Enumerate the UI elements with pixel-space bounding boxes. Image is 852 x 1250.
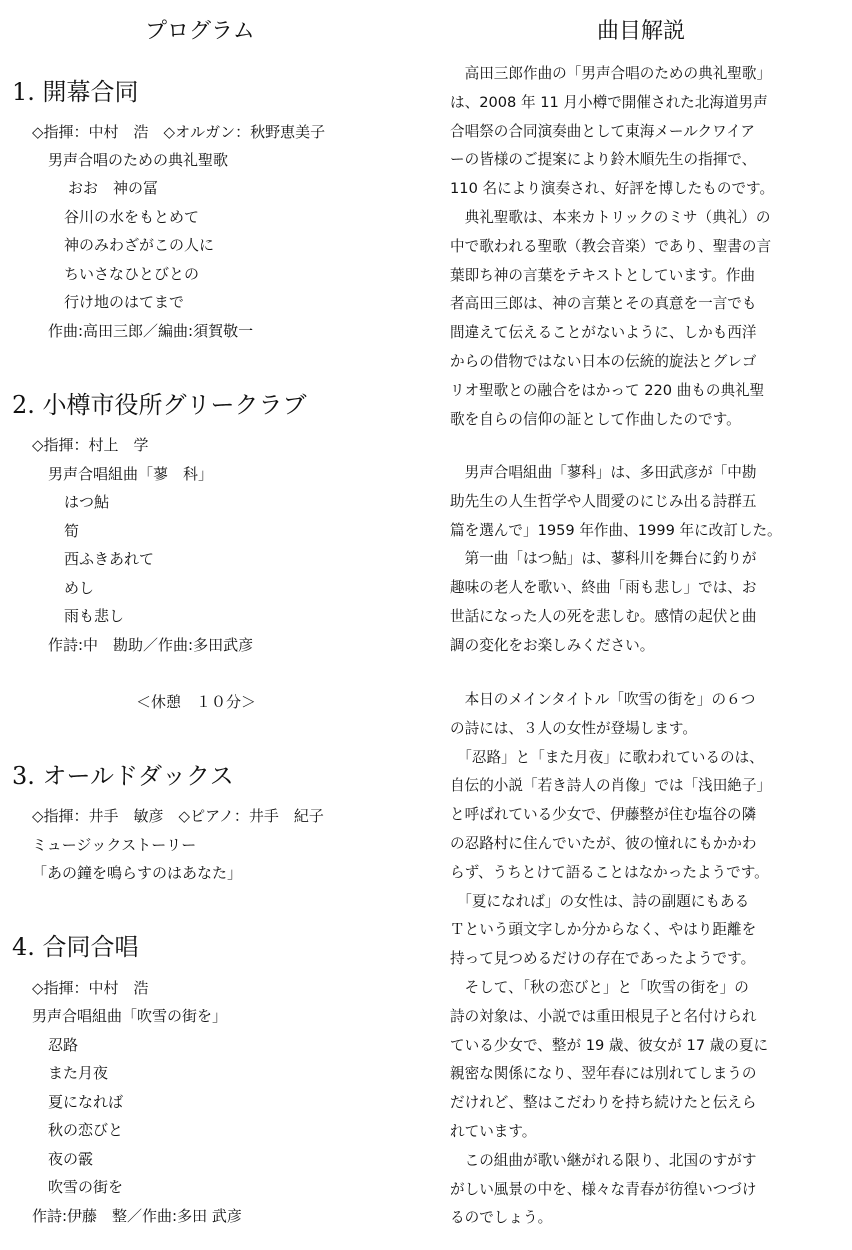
section-2-work-title: 男声合唱組曲「蓼 科」 <box>48 465 214 483</box>
section-3-piece: 「あの鐘を鳴らすのはあなた」 <box>32 864 243 882</box>
note-line: 親密な関係になり、翌年春には別れてしまうの <box>450 1065 757 1083</box>
section-1-piece: おお 神の冨 <box>68 179 159 197</box>
note-line: 葉即ち神の言葉をテキストとしています。作曲 <box>450 266 756 284</box>
note-line: 自伝的小説「若き詩人の肖像」では「浅田絶子」 <box>450 777 772 795</box>
section-1-piece: 神のみわざがこの人に <box>64 236 215 254</box>
section-1-credits: 作曲:高田三郎／編曲:須賀敬一 <box>48 322 254 340</box>
note-line: 「夏になれば」の女性は、詩の副題にもある <box>450 892 750 910</box>
section-4-piece: 吹雪の街を <box>48 1178 124 1196</box>
section-2-title: 2. 小樽市役所グリークラブ <box>12 391 307 419</box>
note-line: 合唱祭の合同演奏曲として東海メールクワイア <box>450 122 756 140</box>
section-1-piece: 谷川の水をもとめて <box>64 208 200 226</box>
note-line: れています。 <box>450 1122 537 1140</box>
program-heading: プログラム <box>145 19 255 44</box>
note-line: と呼ばれている少女で、伊藤整が住む塩谷の隣 <box>450 806 757 824</box>
intermission-notice: ＜休憩 １０分＞ <box>136 693 257 711</box>
note-paragraph-seika <box>450 60 840 434</box>
note-line: 第一曲「はつ鮎」は、蓼科川を舞台に釣りが <box>450 550 757 568</box>
note-line: だけれど、整はこだわりを持ち続けたと伝えら <box>450 1094 757 1112</box>
section-1-piece: ちいさなひとびとの <box>64 265 200 283</box>
section-4-piece: 夜の霰 <box>48 1150 94 1168</box>
note-line: ている少女で、整が 19 歳、彼女が 17 歳の夏に <box>450 1036 769 1054</box>
section-1-work-title: 男声合唱のための典礼聖歌 <box>48 151 229 169</box>
note-line: 中で歌われる聖歌（教会音楽）であり、聖書の言 <box>450 237 772 255</box>
note-line: 高田三郎作曲の「男声合唱のための典礼聖歌」 <box>450 65 772 82</box>
section-1-piece: 行け地のはてまで <box>64 293 185 311</box>
note-line: 趣味の老人を歌い、終曲「雨も悲し」では、お <box>450 579 757 597</box>
section-4-work-title: 男声合唱組曲「吹雪の街を」 <box>32 1007 228 1025</box>
section-4-credits: 作詩:伊藤 整／作曲:多田 武彦 <box>32 1207 242 1225</box>
section-3-work-title: ミュージックストーリー <box>32 836 197 854</box>
section-4-piece: 秋の恋びと <box>48 1121 124 1139</box>
section-2-piece: 筍 <box>64 522 80 540</box>
note-line: この組曲が歌い継がれる限り、北国のすがす <box>450 1151 757 1169</box>
note-line: 者高田三郎は、神の言葉とその真意を一言でも <box>450 295 757 313</box>
note-line: 間違えて伝えることがないように、しかも西洋 <box>450 324 757 342</box>
section-3-title: 3. オールドダックス <box>12 762 234 790</box>
note-line: 詩の対象は、小説では重田根見子と名付けられ <box>450 1007 757 1025</box>
note-line: 男声合唱組曲「蓼科」は、多田武彦が「中勘 <box>450 464 757 481</box>
section-2-credits: 作詩:中 勘助／作曲:多田武彦 <box>48 636 254 654</box>
section-2-piece: はつ鮎 <box>64 493 110 511</box>
note-line: がしい風景の中を、様々な青春が彷徨いつづけ <box>450 1180 757 1198</box>
section-2-piece: 雨も悲し <box>64 607 125 625</box>
note-paragraph-tateshina <box>450 459 840 661</box>
notes-heading: 曲目解説 <box>597 19 686 44</box>
note-line: 典礼聖歌は、本来カトリックのミサ（典礼）の <box>450 208 771 226</box>
section-4-piece: また月夜 <box>48 1064 109 1082</box>
section-4-conductor: ◇指揮：中村 浩 <box>32 979 149 997</box>
note-line: 歌を自らの信仰の証として作曲したのです。 <box>450 410 741 428</box>
section-2-piece: めし <box>64 579 95 597</box>
note-line: 110 名により演奏され、好評を博したものです。 <box>450 180 775 198</box>
note-paragraph-fubuki <box>450 686 840 1233</box>
note-line: からの借物ではない日本の伝統的旋法とグレゴ <box>450 352 757 370</box>
section-2-conductor: ◇指揮：村上 学 <box>32 436 149 454</box>
section-1-title: 1. 開幕合同 <box>12 78 139 106</box>
note-line: 助先生の人生哲学や人間愛のにじみ出る詩群五 <box>450 492 757 510</box>
note-line: そして、「秋の恋びと」と「吹雪の街を」の <box>450 978 749 996</box>
section-1-conductor: ◇指揮：中村 浩 ◇オルガン：秋野恵美子 <box>32 123 326 141</box>
note-line: Ｔという頭文字しか分からなく、やはり距離を <box>450 921 757 939</box>
note-line: の詩には、３人の女性が登場します。 <box>450 719 697 737</box>
note-line: の忍路村に住んでいたが、彼の憧れにもかかわ <box>450 834 757 852</box>
note-line: らず、うちとけて語ることはなかったようです。 <box>450 863 769 881</box>
note-line: ーの皆様のご提案により鈴木順先生の指揮で、 <box>450 151 757 169</box>
section-4-piece: 忍路 <box>48 1036 79 1054</box>
note-line: は、2008 年 11 月小樽で開催された北海道男声 <box>450 93 768 111</box>
note-line: るのでしょう。 <box>450 1209 553 1227</box>
section-4-title: 4. 合同合唱 <box>12 933 139 961</box>
note-line: 本日のメインタイトル「吹雪の街を」の６つ <box>450 691 756 708</box>
section-4-piece: 夏になれば <box>48 1093 124 1111</box>
note-line: 世話になった人の死を悲しむ。感情の起伏と曲 <box>450 607 757 625</box>
note-line: 調の変化をお楽しみください。 <box>450 636 655 654</box>
note-line: 「忍路」と「また月夜」に歌われているのは、 <box>450 748 764 766</box>
section-3-conductor: ◇指揮：井手 敏彦 ◇ピアノ：井手 紀子 <box>32 807 324 825</box>
section-2-piece: 西ふきあれて <box>64 550 155 568</box>
note-line: 篇を選んで」1959 年作曲、1999 年に改訂した。 <box>450 521 782 539</box>
note-line: 持って見つめるだけの存在であったようです。 <box>450 950 756 968</box>
note-line: リオ聖歌との融合をはかって 220 曲もの典礼聖 <box>450 381 765 399</box>
